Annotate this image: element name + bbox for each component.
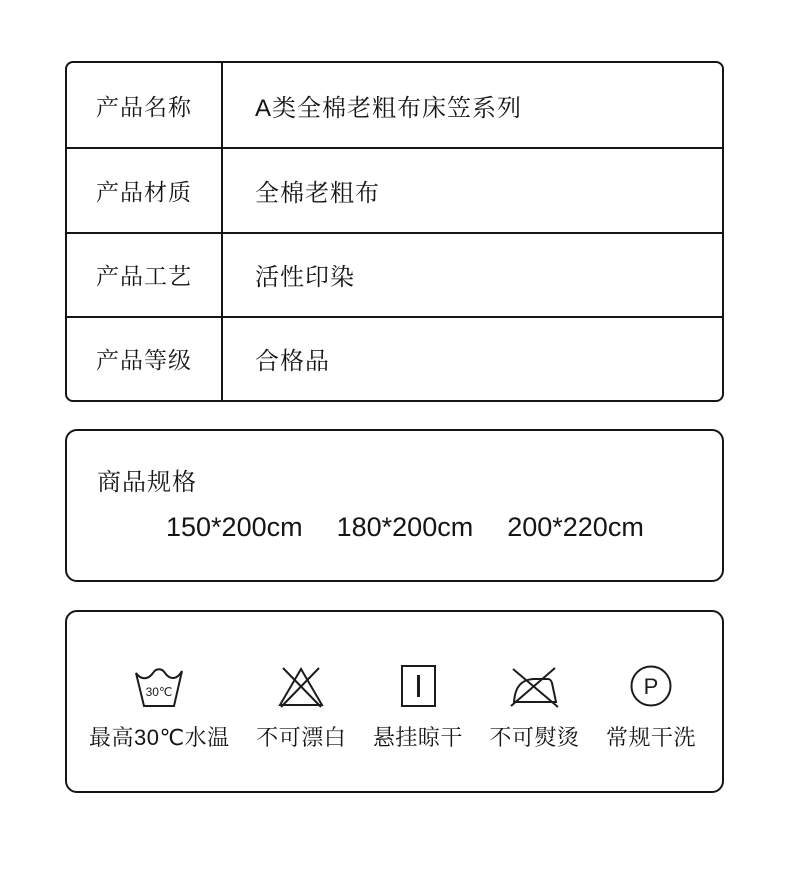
size-box-title: 商品规格 (97, 469, 197, 496)
hang-dry-icon (388, 660, 448, 712)
row-value-craft: 活性印染 (255, 264, 355, 292)
size-options (166, 512, 722, 543)
no-bleach-icon (271, 660, 331, 712)
care-item-wash (89, 660, 230, 752)
row-label-grade: 产品等级 (67, 318, 223, 400)
row-value-grade: 合格品 (255, 348, 330, 376)
care-item-dry-clean (606, 660, 696, 752)
care-instructions-box (65, 610, 724, 793)
size-option: 150*200cm (166, 512, 303, 542)
care-label-no-bleach: 不可漂白 (256, 724, 347, 750)
table-row (67, 63, 722, 147)
size-option: 200*220cm (507, 512, 644, 542)
product-spec-table (65, 61, 724, 402)
size-spec-box (65, 429, 724, 582)
row-label-product-name: 产品名称 (67, 63, 223, 147)
table-row (67, 232, 722, 316)
care-label-hang-dry: 悬挂晾干 (372, 724, 463, 750)
dry-clean-letter: P (643, 673, 659, 699)
table-row (67, 316, 722, 400)
care-item-no-bleach (256, 660, 346, 752)
dry-clean-icon (621, 660, 681, 712)
row-value-material: 全棉老粗布 (255, 179, 380, 207)
row-label-material: 产品材质 (67, 149, 223, 231)
table-row (67, 147, 722, 231)
care-item-no-iron (489, 660, 579, 752)
no-iron-icon (504, 660, 564, 712)
care-label-no-iron: 不可熨烫 (489, 724, 580, 750)
size-option: 180*200cm (336, 512, 474, 542)
care-item-hang-dry (373, 660, 463, 752)
care-label-wash: 最高30℃水温 (89, 724, 230, 750)
row-label-craft: 产品工艺 (67, 234, 223, 316)
wash-temp-text: 30℃ (145, 684, 173, 699)
wash-30c-icon (129, 660, 189, 712)
row-value-product-name: A类全棉老粗布床笠系列 (255, 94, 523, 122)
care-label-dry-clean: 常规干洗 (605, 724, 696, 750)
